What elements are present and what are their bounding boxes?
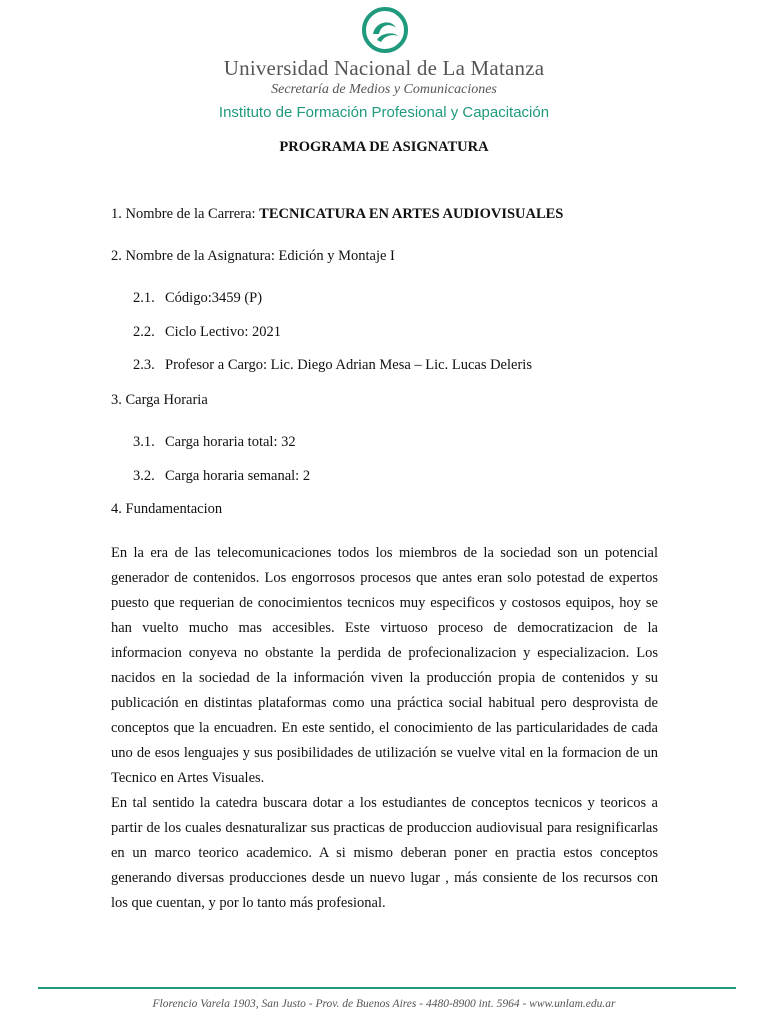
unlam-wave-logo-icon [361, 6, 409, 54]
code-number: 2.1. [133, 290, 155, 306]
professor-line [133, 357, 532, 374]
total-hours-number: 3.1. [133, 434, 155, 450]
cycle-number: 2.2. [133, 324, 155, 340]
total-hours-line [133, 434, 296, 451]
foundation-paragraph-2: En tal sentido la catedra buscara dotar a los estudiantes de conceptos tecnicos y teoricos a partir de los cuales desnaturalizar sus practicas de produccion audiovisual para resignificarlas en un marco teorico academico. A si mismo deberan poner en practia estos conceptos generando diversas producciones desde un nuevo lugar , más consiente de los recursos con los que cuentan, y por lo tanto más profesional. [111, 795, 658, 911]
code-text: Código:3459 (P) [165, 290, 263, 306]
secretariat-name: Secretaría de Medios y Comunicaciones [271, 82, 497, 97]
university-name: Universidad Nacional de La Matanza [223, 56, 545, 80]
subject-line: 2. Nombre de la Asignatura: Edición y Montaje I [111, 248, 395, 264]
total-hours-text: Carga horaria total: 32 [165, 434, 296, 450]
cycle-text: Ciclo Lectivo: 2021 [165, 324, 281, 340]
foundation-paragraph-1: En la era de las telecomunicaciones todos los miembros de la sociedad son un potencial generador de contenidos. Los engorrosos procesos que antes eran solo potestad de expertos puesto que requerian de conocimientos tecnicos muy especificos y costosos equipos, hoy se han vuelto mucho mas accesibles. Este virtuoso proceso de democratizacion de la informacion conyeva no obstante la perdida de profecionalizacion y especializacion. Los nacidos en la sociedad de la información viven la producción propia de contenidos y su publicación en distintas plataformas como una práctica social habitual pero desprovista de conceptos que la encuadren. En este sentido, el conocimiento de las particularidades de cada uno de esos lenguajes y sus posibilidades de utilización se vuelve vital en la formacion de un Tecnico en Artes Visuales. [111, 545, 658, 786]
weekly-hours-text: Carga horaria semanal: 2 [165, 468, 311, 484]
career-line [111, 206, 563, 223]
foundation-heading: 4. Fundamentacion [111, 501, 223, 517]
institute-name: Instituto de Formación Profesional y Capacitación [218, 104, 550, 121]
professor-text: Profesor a Cargo: Lic. Diego Adrian Mesa – Lic. Lucas Deleris [165, 357, 532, 373]
professor-number: 2.3. [133, 357, 155, 373]
career-value: TECNICATURA EN ARTES AUDIOVISUALES [259, 206, 564, 222]
document-title: PROGRAMA DE ASIGNATURA [279, 139, 489, 155]
footer-divider [38, 987, 736, 989]
footer-address: Florencio Varela 1903, San Justo - Prov. de Buenos Aires - 4480-8900 int. 5964 - www.unlam.edu.ar [152, 998, 616, 1010]
code-line [133, 290, 262, 307]
cycle-line [133, 324, 281, 341]
career-label: 1. Nombre de la Carrera: [111, 206, 260, 222]
weekly-hours-line [133, 468, 310, 485]
hours-heading: 3. Carga Horaria [111, 392, 208, 408]
weekly-hours-number: 3.2. [133, 468, 155, 484]
